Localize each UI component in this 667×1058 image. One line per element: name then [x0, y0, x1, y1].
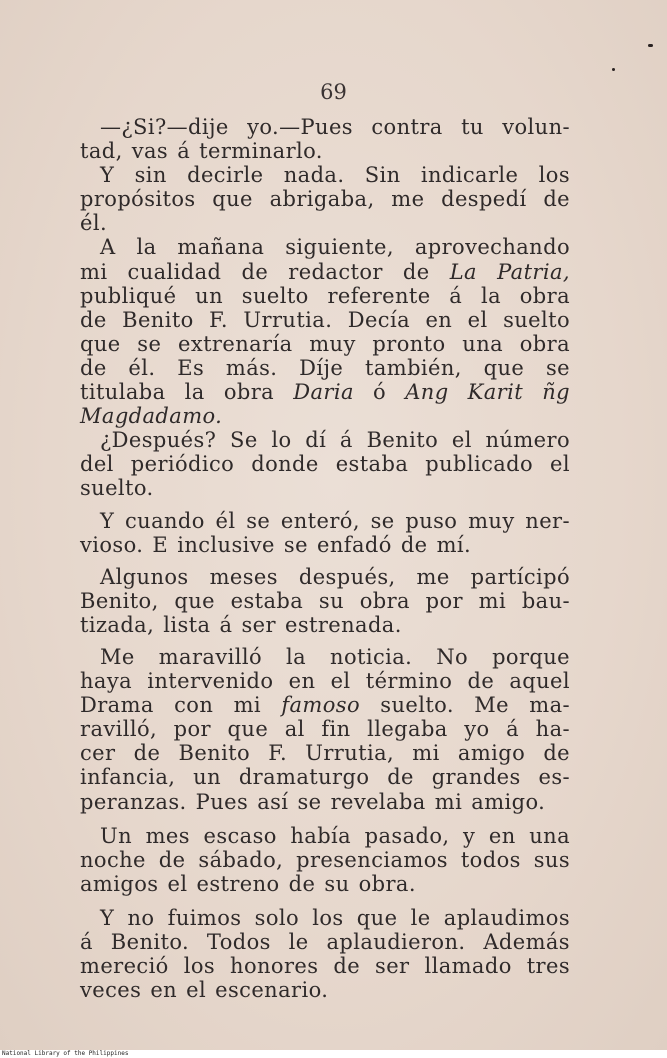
text-span: Drama con mi [80, 693, 282, 718]
ink-speck [648, 44, 653, 47]
text-line: Benito, que estaba su obra por mi bau- [80, 588, 570, 613]
paragraph [80, 115, 570, 163]
text-line: de Benito F. Urrutia. Decía en el suelto [80, 307, 570, 332]
text-line: del periódico donde estaba publicado el [80, 452, 570, 477]
text-line: Me maravilló la noticia. No porque [100, 644, 570, 669]
paragraph-gap [80, 896, 570, 906]
text-line: haya intervenido en el término de aquel [80, 669, 570, 694]
text-line: suelto. [80, 476, 154, 501]
paragraph [80, 163, 570, 235]
text-line: á Benito. Todos le aplaudieron. Además [80, 930, 570, 954]
text-line: tizada, lista á ser estrenada. [80, 612, 402, 637]
text-line: mereció los honores de ser llamado tres [80, 954, 570, 979]
text-line: Y cuando él se enteró, se puso muy ner- [100, 508, 570, 533]
text-line: noche de sábado, presenciamos todos sus [80, 847, 570, 872]
text-line: infancia, un dramaturgo de grandes es- [80, 765, 570, 790]
text-line [80, 260, 570, 284]
text-span: mi cualidad de redactor de [80, 259, 450, 284]
periodical-title: La Patria, [449, 259, 570, 284]
page-number: 69 [320, 80, 347, 104]
text-line: Y sin decirle nada. Sin indicarle los [100, 163, 570, 188]
text-line: —¿Si?—dije yo.—Pues contra tu volun- [100, 115, 570, 139]
text-line: ravilló, por que al fin llegaba yo á ha- [80, 717, 570, 742]
text-span: suelto. Me ma- [359, 693, 570, 718]
text-line: Y no fuimos solo los que le aplaudimos [100, 905, 570, 930]
text-line: propósitos que abrigaba, me despedí de [80, 187, 570, 212]
text-line: tad, vas á terminarlo. [80, 139, 323, 164]
work-title: Ang Karit ñg [405, 380, 570, 405]
paragraph-gap [80, 814, 570, 824]
paragraph-gap [80, 637, 570, 645]
text-line: Algunos meses después, me partícipó [100, 564, 570, 589]
paragraph [80, 509, 570, 557]
text-line: cer de Benito F. Urrutia, mi amigo de [80, 741, 570, 766]
paragraph [80, 824, 570, 896]
paragraph-gap [80, 501, 570, 509]
paragraph-gap [80, 557, 570, 565]
text-line: A la mañana siguiente, aprovechando [100, 235, 570, 260]
work-title: Daria [293, 380, 354, 405]
text-span: titulaba la obra [80, 380, 294, 405]
paragraph [80, 906, 570, 1002]
work-title: Magdadamo. [80, 404, 223, 429]
library-credit: National Library of the Philippines [0, 1050, 667, 1058]
paragraph [80, 645, 570, 814]
text-line: veces en el escenario. [80, 978, 329, 1003]
text-line: que se extrenaría muy pronto una obra [80, 331, 570, 356]
text-line: de él. Es más. Díje también, que se [80, 355, 570, 380]
paragraph [80, 428, 570, 500]
ink-speck [612, 68, 615, 71]
body-text [80, 115, 570, 1002]
text-span: ó [353, 380, 406, 405]
text-line [80, 693, 570, 717]
text-line: él. [80, 211, 108, 236]
text-line [80, 404, 570, 428]
text-line: publiqué un suelto referente á la obra [80, 283, 570, 308]
text-line: amigos el estreno de su obra. [80, 871, 416, 896]
emphasis: famoso [281, 693, 360, 718]
text-line: peranzas. Pues así se revelaba mi amigo. [80, 789, 546, 814]
text-line [80, 380, 570, 404]
text-line: ¿Después? Se lo dí á Benito el número [100, 428, 570, 453]
paragraph [80, 565, 570, 637]
text-line: vioso. E inclusive se enfadó de mí. [80, 532, 472, 557]
text-line: Un mes escaso había pasado, y en una [100, 823, 570, 848]
paragraph [80, 235, 570, 428]
